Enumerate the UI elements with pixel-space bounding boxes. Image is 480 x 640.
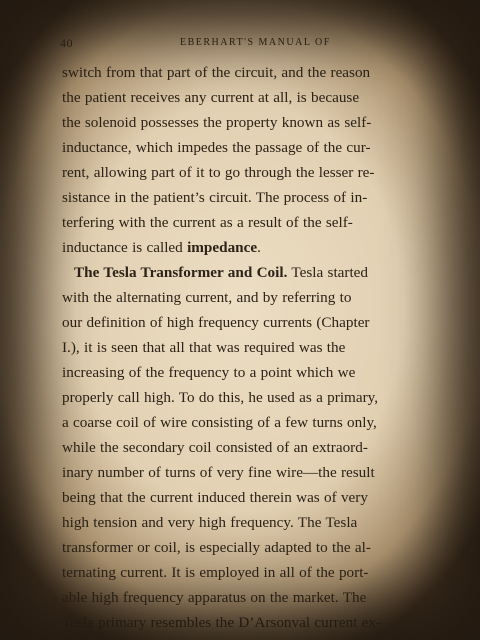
text-line: rent, allowing part of it to go through the lesser re-: [62, 164, 375, 181]
text-line: our definition of high frequency currents (Chapter: [62, 314, 370, 331]
text-span: inductance is called: [62, 239, 188, 256]
text-line: the solenoid possesses the property known as self-: [62, 114, 372, 131]
text-line: increasing of the frequency to a point which we: [62, 364, 356, 381]
running-head: EBERHART'S MANUAL OF: [180, 37, 331, 48]
text-line: high tension and very high frequency. The Tesla: [62, 514, 358, 531]
text-span: Tesla started: [287, 264, 369, 281]
section-heading-line: [74, 264, 368, 282]
text-line: while the secondary coil consisted of an extraord-: [62, 439, 368, 456]
text-line: with the alternating current, and by referring to: [62, 289, 352, 306]
text-line: inary number of turns of very fine wire—the result: [62, 464, 375, 481]
text-line: transformer or coil, is especially adapted to the al-: [62, 539, 371, 556]
page-number: 40: [60, 36, 73, 50]
text-line: a coarse coil of wire consisting of a few turns only,: [62, 414, 377, 431]
text-span: .: [257, 239, 261, 256]
text-line: sistance in the patient’s circuit. The process of in-: [62, 189, 368, 206]
text-line: the patient receives any current at all, is because: [62, 89, 360, 106]
text-line: terfering with the current as a result of the self-: [62, 214, 353, 231]
text-line: inductance, which impedes the passage of the cur-: [62, 139, 371, 156]
text-line: switch from that part of the circuit, and the reason: [62, 64, 371, 81]
text-line: able high frequency apparatus on the market. The: [62, 589, 367, 606]
text-line: ternating current. It is employed in all of the port-: [62, 564, 369, 581]
text-line: Tesla primary resembles the D’Arsonval current ex-: [62, 614, 382, 631]
text-line: properly call high. To do this, he used as a primary,: [62, 389, 379, 406]
text-line: being that the current induced therein was of very: [62, 489, 368, 506]
page-header: [0, 36, 480, 52]
bold-term: impedance: [187, 239, 258, 256]
text-line: [62, 239, 261, 257]
section-heading: The Tesla Transformer and Coil.: [74, 264, 288, 281]
text-line: I.), it is seen that all that was required was the: [62, 339, 346, 356]
